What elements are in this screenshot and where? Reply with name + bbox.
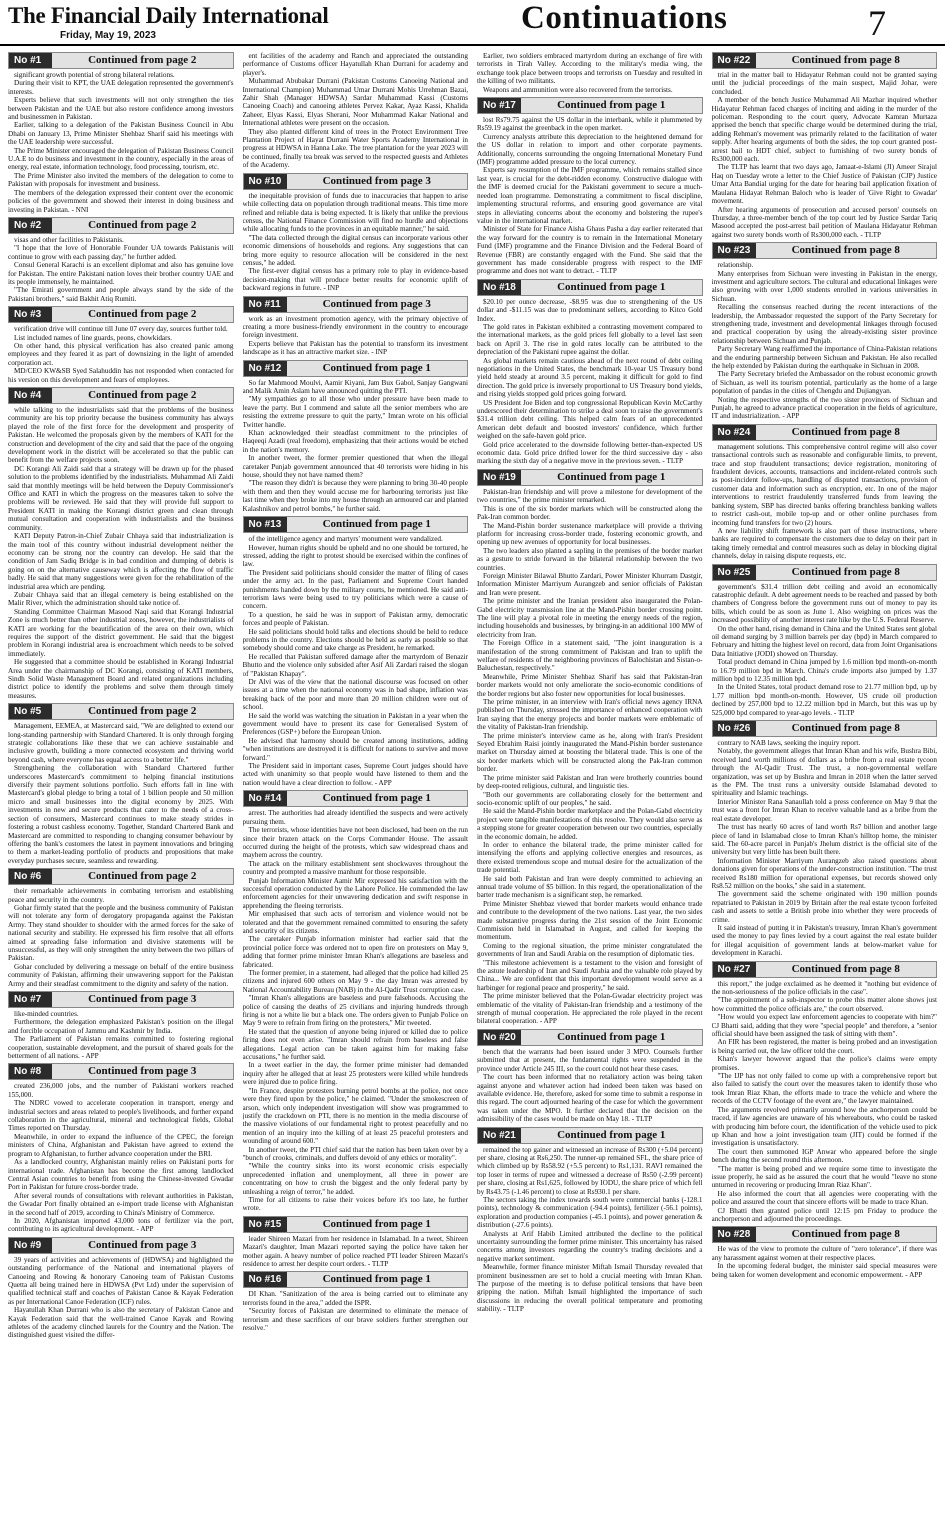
story-header — [8, 868, 234, 885]
story-number: No #9 — [9, 1238, 52, 1253]
story-paragraph: After hearing arguments of prosecution and accused person' counsels on Thursday, a three-member bench of the top court led by Justice Sardar Tariq Masood accepted the post-arrest bail petition of Maulana Hidayatur Rehman against two surety bonds worth of Rs300,000 each. - TLTP — [711, 205, 937, 239]
story-number: No #13 — [244, 517, 287, 532]
story-block — [477, 1127, 703, 1314]
story-number: No #16 — [244, 1272, 287, 1287]
story-paragraph: The two leaders also planted a sapling in the premises of the border market as a gesture to stride forward in the bilateral relationship between the two countries. — [477, 546, 703, 572]
story-paragraph: "The reason they didn't is because they were planning to bring 30-40 people with them and then they would accuse me for harbouring terrorists just like last time when they broke into my house through an armoured car and planted Kalashnikov and petrol bombs," he further said. — [242, 479, 468, 513]
story-paragraph: "The Emirati government and people always stand by the side of the Pakistani brothers," said Bakhit Atiq Rumiti. — [8, 286, 234, 303]
continued-label: Continued from page 8 — [791, 425, 900, 438]
story-block — [477, 97, 703, 276]
story-paragraph: like-minded countries. — [14, 1010, 79, 1018]
story-paragraph: leader Shireen Mazari from her residence in Islamabad. In a tweet, Shireen Mazari's daughter, Iman Mazari reported saying the police have taken her mother again. A heavy number of police reached PTI leader Shireen Mazari's residence to arrest her despite court orders. - TLTP — [242, 1234, 468, 1268]
story-paragraph: bench that the warrants had been issued under 3 MPO. Counsels further submitted that at present, the fundamental rights were suspended in the province under Article 245 III, so the court could not hear these cases. — [477, 1047, 703, 1073]
story-paragraph: Party Secretary Wang reaffirmed the importance of China-Pakistan relations and the enduring partnership between Sichuan and Pakistan. He also recalled the help extended by Pakistan during the earthquake in Sichuan in 2008. — [711, 345, 937, 370]
story-block — [477, 52, 703, 94]
story-number: No #8 — [9, 1064, 52, 1079]
continued-label: Continued from page 1 — [322, 792, 431, 805]
story-paragraph: The prime minister believed that the Polan-Gwadar electricity project was emblematic of the vitality of Pakistan-Iran friendship and a testimony of the strength of mutual cooperation. He appreciated the role played in the recent bilateral cooperation. - APP — [477, 992, 703, 1026]
story-paragraph: He said politicians should hold talks and elections should be held to reduce problems in the country. Elections should be held as early as possible so that somebody should come and take charge as President, he remarked. — [242, 627, 468, 653]
story-paragraph: The sectors taking the index towards south were commercial banks (-128.1 points), technology & communication (-94.4 points), fertilizer (-56.1 points), exploration and production companies (-45.1 points), and power generation & distribution (-27.6 points). — [477, 1195, 703, 1230]
story-paragraph: DC Korangi Ali Zaidi said that a strategy will be drawn up for the phased solution to the problems identified by the industrialists. Muhammad Ali Zaidi said that monthly meetings will be held between the Deputy Commissioner's Office and KATI in which the progress on the measures taken to solve the problems will be reviewed. He said that they will provide full support to President KATI in making the Korangi district green and clean through mutual consultation and cooperation with industrialists and the business community. — [8, 464, 234, 532]
story-header — [477, 469, 703, 486]
story-block — [243, 1271, 469, 1332]
story-paragraph: The Prime Minister encouraged the delegation of Pakistan Business Council U.A.E to do business and investment in the country, especially in the areas of energy, real estate, information technology, food processing, tourism, etc. — [8, 146, 234, 172]
story-paragraph: The President said politicians should consider the matter of filing of cases under the army act. In the past, Parliament and Supreme Court handed punishments handed down by the military courts, he mentioned. He said anti-terrorism laws were being used to try politicians which were a cause of concern. — [242, 568, 468, 611]
story-paragraph: To a question, he said he was in support of Pakistan army, democratic forces and people of Pakistan. — [242, 610, 468, 628]
story-paragraph: Dr Alvi was of the view that the national discourse was focused on other issues at a time when the national economy was in bad shape, inflation was breaking back of the poor and more than 20 million children were out of school. — [242, 678, 468, 712]
continued-label: Continued from page 1 — [557, 1128, 666, 1141]
story-paragraph: In the upcoming federal budget, the minister said special measures were being taken for women development and economic empowerment. - APP — [711, 1262, 937, 1279]
story-paragraph: DI Khan. "Sanitization of the area is being carried out to eliminate any terrorists found in the area," added the ISPR. — [242, 1290, 468, 1307]
continued-label: Continued from page 3 — [322, 297, 431, 310]
story-paragraph: An FIR has been registered, the matter is being probed and an investigation is being carried out, the law officer told the court. — [711, 1038, 937, 1055]
story-header — [712, 961, 938, 978]
story-paragraph: The NDRC vowed to accelerate cooperation in transport, energy and industrial sectors and areas related to people's livelihoods, and further expand collaboration in the agricultural, mineral and technological fields, Global Times reported on Thursday. — [8, 1099, 234, 1133]
story-paragraph: "My sympathies go to all those who under pressure have been made to leave the party. But I commend and salute all the senior members who are resisting the extreme pressure to quit the party," Imran wrote on his official Twitter handle. — [242, 395, 468, 429]
story-paragraph: He advised that harmony should be created among institutions, adding "when institutions are destroyed it is difficult for nations to survive and move forward." — [242, 736, 468, 762]
story-paragraph: Currency analysts attribute this depreciation to the heightened demand for the US dollar in relation to import and other corporate payments. Additionally, concerns surrounding the ongoing International Monetary Fund (IMF) programme added pressure to the local currency. — [477, 132, 703, 167]
story-paragraph: Experts say resumption of the IMF programme, which remains stalled since last year, is crucial for the debt-ridden economy. Constructive dialogue with the IMF is deemed crucial for the Pakistani government to secure a much-needed loan programme. Demonstrating a commitment to fiscal discipline, implementing structural reforms, and ensuring good governance are vital steps in alleviating concerns about the economy and bolstering the rupee's value in the international market. — [477, 166, 703, 225]
story-paragraph: Zubair Chhaya said that an illegal cemetery is being established on the Malir River, which the administration should take notice of. — [8, 590, 234, 608]
story-paragraph: Consul General Karachi is an excellent diplomat and also has genuine love for Pakistan. The entire Pakistani nation loves their brother country UAE and its people immensely, he maintained. — [8, 261, 234, 286]
continued-label: Continued from page 2 — [88, 705, 197, 718]
story-paragraph: Furthermore, the delegation emphasized Pakistan's position on the illegal and forcible occupation of Jammu and Kashmir by India. — [8, 1018, 234, 1035]
story-number: No #28 — [713, 1227, 756, 1242]
story-paragraph: "How would you expect law enforcement agencies to cooperate with him?" CJ Bhatti said, adding that they were "special people" and therefore, a "senior official should have been assigned the task of sitting with them". — [711, 1013, 937, 1039]
story-header — [8, 217, 234, 234]
story-block — [712, 564, 938, 718]
story-paragraph: 39 years of activities and achievements of (HDWSA) and highlighted the outstanding performance of the National and international players of Canoeing and Rowing & honorary Canoeing team of Pakistan Customs Quetta all being trained here in HDWSA (Pvt Ltd) under the supervision of qualified technical staff and coaches of Pakistan Canoe & Kayak Federation as per International Canoe Federation (ICF) rules. — [8, 1255, 234, 1306]
story-number: No #24 — [713, 425, 756, 440]
story-paragraph: Earlier, talking to a delegation of the Pakistan Business Council in Abu Dhabi on January 13, Prime Minister Shehbaz Sharif said his meetings with the UAE leadership were successful. — [8, 121, 234, 147]
story-number: No #3 — [9, 307, 52, 322]
publication-date: Friday, May 19, 2023 — [60, 30, 156, 41]
story-number: No #11 — [244, 297, 287, 312]
story-paragraph: Pakistan-Iran friendship and will prove a milestone for development of the two countries," the prime minister remarked. — [477, 487, 703, 505]
story-paragraph: US President Joe Biden and top congressional Republican Kevin McCarthy underscored their determination to strike a deal soon to raise the government's $31.4 trillion debt ceiling. This helped calm fears of an unprecedented American debt default and boosted investors' confidence, which further weighed on the safe-haven gold price. — [477, 398, 703, 441]
story-paragraph: ent facilities of the academy and Ranch and appreciated the outstanding performance of Customs officer Hayatullah Khan Durrani for academy and player's. — [242, 52, 468, 77]
story-number: No #27 — [713, 962, 756, 977]
story-paragraph: The prime minister's interview came as he, along with Iran's President Seyed Ebrahim Raisi jointly inaugurated the Mand-Pishin border sustenance market on Thursday aimed at boosting the bilateral trade. This is one of the six border markets which will be constructed along the Pak-Iran common border. — [477, 731, 703, 774]
story-paragraph: their remarkable achievements in combating terrorism and establishing peace and security in the country. — [8, 887, 234, 904]
story-paragraph: The attack on the military establishment sent shockwaves throughout the country and prompted a massive manhunt for those responsible. — [242, 859, 468, 877]
story-paragraph: Analysts at Arif Habib Limited attributed the decline to the political uncertainty surrounding the former prime minister. This uncertainty has raised concerns among investors regarding the country's trading decisions and a negative market sentiment. — [477, 1229, 703, 1263]
continued-label: Continued from page 1 — [557, 280, 666, 293]
column-1 — [8, 52, 234, 1528]
story-header — [243, 296, 469, 313]
story-paragraph: "I hope that the love of Honorable Founder UA towards Pakistanis will continue to grow with each passing day," he further added. — [8, 244, 234, 261]
story-block — [477, 279, 703, 466]
story-paragraph: MD/CEO KW&SB Syed Salahuddin has not responded when contacted for his version on this development and fears of employees. — [8, 367, 234, 384]
story-paragraph: visas and other facilities to Pakistanis. — [14, 235, 124, 244]
story-paragraph: Interior Minister Rana Sanaullah told a press conference on May 9 that the trust was a front for Imran Khan to receive valuable land as a bribe from the real estate developer. — [711, 797, 937, 823]
story-paragraph: of the intelligence agency and martyrs' monument were vandalized. — [248, 535, 443, 544]
story-paragraph: Meanwhile, Prime Minister Shehbaz Sharif has said that Pakistan-Iran border markets would not only ameliorate the socio-economic conditions of the border regions but also foster new opportunities for local businesses. — [477, 672, 703, 698]
continued-label: Continued from page 1 — [557, 99, 666, 112]
story-paragraph: "While the country sinks into its worst economic crisis especially unprecedented inflation and unemployment, all three in power are concentrating on how to crush the biggest and the only federal party by unleashing a reign of terror," he added. — [242, 1162, 468, 1196]
story-header — [712, 720, 938, 737]
continued-label: Continued from page 8 — [791, 962, 900, 975]
story-paragraph: verification drive will continue till June 07 every day, sources further told. — [14, 325, 228, 334]
continued-label: Continued from page 1 — [322, 1273, 431, 1286]
story-paragraph: The prime minister, in an interview with Iran's official news agency IRNA published on Thursday, stressed the importance of enhanced cooperation with Iran saying that the energy projects and border markets were emblematic of the vitality of Pakistan-Iran friendship. — [477, 698, 703, 732]
story-paragraph: lost Rs79.75 against the US dollar in the interbank, while it plummeted by Rs59.19 against the greenback in the open market. — [477, 116, 703, 133]
story-paragraph: The TLTP has learnt that two days ago, Jamaat-e-Islami (JI) Ameer Sirajul Haq on Tuesday wrote a letter to the Chief Justice of Pakistan (CJP) Justice Umar Atta Bandial urging for the date for hearing bail application fixation of Maulana Hidayat Rehman Baloch who is leader of 'Give Right to Gwadar' movement. — [711, 163, 937, 206]
story-paragraph: The government said the scheme originated with 190 million pounds repatriated to Pakistan in 2019 by Britain after the real estate tycoon forfeited cash and assets to settle a British probe into whether they were proceeds of crime. — [711, 890, 937, 924]
story-number: No #12 — [244, 361, 287, 376]
story-paragraph: In another tweet, the PTI chief said that the nation has been taken over by a "bunch of crooks, criminals, and duffers devoid of any ethics or morality". — [242, 1145, 468, 1162]
story-paragraph: contrary to NAB laws, seeking the inquiry report. — [717, 739, 861, 748]
continued-label: Continued from page 3 — [88, 1065, 197, 1078]
story-header — [8, 1063, 234, 1080]
story-block — [8, 217, 234, 303]
story-paragraph: Weapons and ammunition were also recovered from the terrorists. — [483, 85, 673, 94]
story-paragraph: government's $31.4 trillion debt ceiling and avoid an economically catastrophic default. A debt agreement needs to be reached and passed by both chambers of Congress before the government runs out of money to pay its bills, which could be as soon as June 1. Also weighing on prices was the increased possibility of another interest rate hike by the U.S. Federal Reserve. — [711, 582, 937, 625]
story-paragraph: Meanwhile, former finance minister Miftah Ismail Thursday revealed that prominent businessmen are set to hold a crucial meeting with Imran Khan. The purpose of the meeting is to defuse political tensions that have been gripping the nation. Miftah Ismail highlighted the importance of such discussions in reducing the overall political temperature and promoting stability. - TLTP — [477, 1263, 703, 1314]
story-paragraph: Recalling the consensus reached during the recent interactions of the leadership, the Ambassador requested the support of the Party Secretary for strengthening trade, investment and developmental linkages through focused and practical cooperation by using the already-existing sister province relationship between Sichuan and Punjab. — [711, 303, 937, 345]
story-paragraph: Earlier, two soldiers embraced martyrdom during an exchange of fire with terrorists in Tirah Valley. According to the military's media wing, the exchange took place between troops and terrorists on Tuesday and resulted in the killing of two militants. — [477, 52, 703, 86]
story-paragraph: Total product demand in China jumped by 1.6 million bpd month-on-month to 16.79 million bpd in March. China's crude imports also jumped by 1.37 million bpd to 12.35 million bpd. — [711, 658, 937, 683]
story-paragraph: Gohar firmly stated that the people and the business community of Pakistan will not tolerate any form of derogatory propaganda against the Pakistan Army. They stand shoulder to shoulder with the armed forces for the sake of national security and stability. He expressed his firm resolve that all efforts aimed at spreading false information and divisive statements will be unsuccessful, as they will only strengthen the unity between the two pillars of Pakistan. — [8, 903, 234, 963]
story-paragraph: Noting the respective strengths of the two sister provinces of Sichuan and Punjab, he agreed to advance practical cooperation in the fields of agriculture, IT and industrialization. - APP — [711, 395, 937, 421]
story-block — [243, 790, 469, 1213]
continued-label: Continued from page 3 — [88, 1238, 197, 1251]
story-paragraph: They also planted different kind of trees in the Protect Environment Tree Plantation Project of Hayat Durrani Water Sports Academy International in progress at HDWSA in Hanna Lake. The tree plantation for the year 2023 will be continued, finally tea break was served to the respected guests and Athletes of the Academy. — [242, 127, 468, 170]
story-paragraph: created 236,000 jobs, and the number of Pakistani workers reached 155,000. — [8, 1082, 234, 1099]
continued-label: Continued from page 2 — [88, 389, 197, 401]
continued-label: Continued from page 8 — [791, 244, 900, 257]
story-paragraph: As a landlocked country, Afghanistan mainly relies on Pakistani ports for international trade. Afghanistan has become the first among landlocked Central Asian countries to benefit from using the Chinese-invested Gwadar Port in Pakistan for future cross-border trade. — [8, 1158, 234, 1192]
story-header — [8, 387, 234, 404]
story-paragraph: Management, EEMEA, at Mastercard said, "We are delighted to extend our long-standing partnership with Standard Chartered. It is only through forging strategic collaborations like these that we can achieve sustainable and inclusive growth, building a more connected ecosystem and thriving world beyond cash, where everyone has equal access to a better life." — [8, 722, 234, 764]
continued-label: Continued from page 2 — [88, 308, 197, 321]
story-paragraph: "Both our governments are collaborating closely for the betterment and socio-economic uplift of our peoples," he said. — [477, 790, 703, 807]
story-header — [712, 1226, 938, 1243]
story-paragraph: The gold rates in Pakistan exhibited a contrasting movement compared to the international markets, as the gold prices fell globally to a level last seen back on April 3. The rise in gold rates locally can be attributed to the depreciation of the Pakistani rupee against the dollar. — [477, 322, 703, 357]
publication-title: The Financial Daily International — [8, 3, 329, 28]
story-header — [712, 52, 938, 69]
story-paragraph: Experts believe that Pakistan has the potential to transform its investment landscape as it has an attractive market size. - INP — [242, 339, 468, 357]
story-paragraph: CJ Bhatti then granted police until 12:15 pm Friday to produce the anchorperson and adjourned the proceedings. — [711, 1206, 937, 1223]
story-block — [712, 52, 938, 239]
story-paragraph: The first-ever digital census has a primary role to play in evidence-based decision-making that will produce better results for economic uplift of backward regions in future. - INP — [242, 267, 468, 293]
continued-label: Continued from page 1 — [322, 1217, 431, 1230]
story-block — [243, 360, 469, 514]
page-number: 7 — [868, 3, 886, 43]
story-block — [477, 1029, 703, 1124]
story-paragraph: Experts believe that such investments will not only strengthen the ties between Pakistan and the UAE but also restore confidence among investors and businessmen in Pakistan. — [8, 96, 234, 122]
story-header — [243, 790, 469, 807]
story-paragraph: As global markets remain cautious ahead of the next round of debt ceiling negotiations in the United States, the benchmark 10-year US Treasury bond yield held steady at around 3.5 percent, making it difficult for gold to find direction. The gold price is inversely proportional to US Treasury bond yields, and rising yields stopped gold prices going forward. — [477, 356, 703, 399]
columns — [8, 52, 937, 1528]
continued-label: Continued from page 2 — [88, 218, 197, 231]
story-block — [243, 173, 469, 293]
story-block — [477, 469, 703, 1026]
story-number: No #7 — [9, 992, 52, 1007]
story-paragraph: He also informed the court that all agencies were cooperating with the police and assured the court that sincere efforts will be made to trace Khan. — [711, 1189, 937, 1207]
story-number: No #19 — [478, 470, 521, 485]
story-header — [8, 1237, 234, 1254]
story-paragraph: "In France, despite protesters burning petrol bombs at the police, not once were they fired upon by the police," he claimed. "Under the smokescreen of arson, which only independent investigation will show was programmed to justify the crackdown on PTI, there is no mention in the media discourse of the massive violations of our fundamental right to protest peacefully and no mention of an inquiry into the killing of at least 25 peaceful protesters and wounding of around 600." — [242, 1086, 468, 1146]
continued-label: Continued from page 2 — [88, 54, 197, 66]
continued-label: Continued from page 8 — [791, 1228, 900, 1241]
story-paragraph: The court has been informed that no retaliatory action was being taken against anyone and whatever action had indeed been taken was based on available evidence. He, therefore, asked for some time to submit a response in this regard. The court adjourned hearing of the case for which the government was taken under the MPO. It further declared that the decision on the admissibility of the cases would be made on May 18. - TLTP — [477, 1073, 703, 1124]
story-header — [8, 703, 234, 720]
story-paragraph: Many enterprises from Sichuan were investing in Pakistan in the energy, investment and agriculture sectors. The cultural and educational linkages were also growing with over 1,000 students enrolled in various universities in Sichuan. — [711, 269, 937, 303]
story-paragraph: "The IJP has not only failed to come up with a comprehensive report but also failed to satisfy the court over the measures taken to identify those who took Imran Riaz Khan, the efforts made to trace the vehicle and where the records of the CCTV footage of the event are," the lawyer maintained. — [711, 1072, 937, 1106]
story-header — [8, 306, 234, 323]
story-paragraph: The prime minister said Pakistan and Iran were brotherly countries bound by deep-rooted religious, cultural, and linguistic ties. — [477, 773, 703, 791]
story-header — [8, 991, 234, 1008]
continued-label: Continued from page 8 — [791, 54, 900, 66]
continued-label: Continued from page 3 — [88, 993, 197, 1005]
story-number: No #18 — [478, 280, 521, 295]
story-paragraph: KATI Deputy Patron-in-Chief Zubair Chhaya said that industrialization is the main tool of this country without industrial development neither the economy can be strong nor the country can develop. He said that the condition of Jam Sadiq Bridge is in bad condition and dumping of debris is going on on the alternative causeway which is affecting the flow of traffic badly. He said that many suggestions were given for the rehabilitation of the industrial area which are pending. — [8, 532, 234, 591]
story-number: No #17 — [478, 98, 521, 113]
story-header — [8, 52, 234, 69]
story-number: No #6 — [9, 869, 52, 884]
story-paragraph: "Imran Khan's allegations are baseless and pure falsehoods. Accusing the police of causing the deaths of 25 civilians and injuring hundreds through firing is not a white lie but a black one. The orders given to Punjab Police on May 9 were to refrain from firing on the protesters," Mir tweeted. — [242, 994, 468, 1028]
story-paragraph: After several rounds of consultations with relevant authorities in Pakistan, the Gwadar Port finally obtained an e-import trade license with Afghanistan in the second half of 2019, according to China's Ministry of Commerce. — [8, 1191, 234, 1217]
story-paragraph: Foreign Minister Bilawal Bhutto Zardari, Power Minister Khurram Dastgir, Information Minister Marriyum Aurangzeb and senior officials of Pakistan and Iran were present. — [477, 571, 703, 597]
story-number: No #21 — [478, 1128, 521, 1143]
story-paragraph: the inequitable provision of funds due to inaccuracies that happen to arise while collecting data on population through traditional means. This time more refined and reliable data is being expected. It is likely that unlike the previous census, the National Finance Commission will find no hurdle and objections while allocating funds to the provinces in an equitable manner," he said. — [242, 191, 468, 234]
story-paragraph: The court then summoned IGP Anwar who appeared before the single bench during the second round this afternoon. — [711, 1147, 937, 1165]
story-paragraph: On other hand, this physical verification has also created panic among employees and they feared it as part of downsizing in the light of amended corporation act. — [8, 341, 234, 367]
story-paragraph: this report," the judge exclaimed as he deemed it "nothing but evidence of the non-seriousness of the police officials in the case". — [711, 979, 937, 996]
story-block — [243, 516, 469, 787]
story-paragraph: This is one of the six border markets which will be constructed along the Pak-Iran common border. — [477, 504, 703, 522]
story-paragraph: He said both Pakistan and Iran were deeply committed to achieving an annual trade volume of $5 billion. In this regard, the operationalization of the barter trade mechanism is a significant step, he remarked. — [477, 874, 703, 900]
story-block — [243, 1216, 469, 1269]
story-paragraph: The Prime Minister also invited the members of the delegation to come to Pakistan with proposals for investment and business. — [8, 171, 234, 189]
story-paragraph: In another tweet, the former premier questioned that when the illegal caretaker Punjab government announced that 40 terrorists were hiding in his house, should they not have named them? — [242, 454, 468, 480]
story-paragraph: A new liability shift framework is also part of these instructions, where banks are required to compensate the customers due to delay on their part in taking timely remedial and control measures such as delay in blocking digital channels, delay in raising dispute requests, etc. — [711, 526, 937, 561]
story-paragraph: $20.10 per ounce decrease, -$8.95 was due to strengthening of the US dollar and -$11.15 was due to predominant sellers, according to Kitco Gold Index. — [477, 297, 703, 323]
story-paragraph: "The data collected through the digital census can incorporate various other economic dimensions of households and regions. Any suggestions that can bring more equity to resource allocation will be considered in the next census," he added. — [242, 233, 468, 267]
story-block — [712, 1226, 938, 1279]
story-paragraph: Minister of State for Finance Aisha Ghaus Pasha a day earlier reiterated that the way forward for the country is to remain in the International Monetary Fund (IMF) programme and the Finance Division and the Federal Board of Revenue (FBR) are constantly engaged with the Fund. She said that the government has made considerable progress with respect to the IMF programme and does not want to detract. - TLTP — [477, 225, 703, 276]
story-paragraph: work as an investment promotion agency, with the primary objective of creating a more business-friendly environment in the country to encourage foreign investment. — [242, 314, 468, 340]
story-paragraph: Khan acknowledged their steadfast commitment to the principles of Haqeeqi Azadi (real freedom), emphasizing that their actions would be etched in the nation's memory. — [242, 429, 468, 454]
continued-label: Continued from page 1 — [557, 1030, 666, 1043]
story-paragraph: Prime Minister Shehbaz viewed that border markets would enhance trade and contribute to the development of the two nations. Last year, the two sides made substantive progress during the 21st session of the Joint Economic Commission held in Islamabad in August, and called for keeping the momentum. — [477, 899, 703, 942]
story-paragraph: Khan's lawyer however argued that the police's claims were empty promises. — [711, 1055, 937, 1072]
story-paragraph: It said instead of putting it in Pakistan's treasury, Imran Khan's government used the money to pay fines levied by a court against the real estate builder for illegal acquisition of government lands at below-market value for development in Karachi. — [711, 923, 937, 958]
story-paragraph: So far Mahmood Moulvi, Aamir Kiyani, Jam Bux Gabol, Sanjay Gangwani and Malik Amin Aslam have announced quitting the PTI. — [242, 378, 468, 395]
story-number: No #10 — [244, 174, 287, 189]
story-paragraph: He suggested that a committee should be established in Korangi Industrial Area under the chairmanship of DC Korangi, consisting of KATI members, Sindh Solid Waste Management Board and related organizations including district police to identify the problems and solve them through timely measures. — [8, 658, 234, 700]
continued-label: Continued from page 3 — [322, 174, 431, 187]
story-header — [712, 242, 938, 259]
story-number: No #1 — [9, 53, 52, 68]
story-header — [477, 1127, 703, 1144]
continued-label: Continued from page 2 — [88, 870, 197, 883]
story-paragraph: "This milestone achievement is a testament to the vision and foresight of the astute leadership of Iran and Saudi Arabia and the valuable role played by China... We are confident that this important development would serve as a harbinger for regional peace and prosperity," he said. — [477, 958, 703, 992]
story-paragraph: During their visit to KPT, the UAE delegation represented the government's interests. — [8, 79, 234, 96]
story-paragraph: The Foreign Office in a statement said, "The joint inauguration is a manifestation of the strong commitment of Pakistan and Iran to uplift the welfare of residents of the neighboring provinces of Balochistan and Sistan-o-Baluchestan, respectively." — [477, 639, 703, 673]
story-header — [477, 1029, 703, 1046]
continued-label: Continued from page 1 — [557, 470, 666, 483]
story-header — [477, 279, 703, 296]
story-block — [712, 961, 938, 1224]
story-paragraph: The arguments revolved primarily around how the anchorperson could be traced, if law agencies are unaware of his whereabouts, who could be tasked with producing him before court, the identification of the vehicle used to pick up Khan and how a joint investigation team (JIT) could be formed if the investigation is unsatisfactory. — [711, 1105, 937, 1148]
column-2 — [243, 52, 469, 1528]
story-block — [8, 703, 234, 865]
story-header — [712, 564, 938, 581]
story-paragraph: In order to enhance the bilateral trade, the prime minister called for intensifying the efforts and applying collective energies and resources, as there existed tremendous scope and mutual desire for the actualization of the trade potential. — [477, 840, 703, 875]
story-paragraph: relationship. — [717, 261, 754, 270]
story-paragraph: Gold price accelerated to the downside following better-than-expected US economic data. Gold price drifted lower for the third successive day - also marking the sixth day of a negative move in the previous seven. - TLTP — [477, 440, 703, 466]
story-paragraph: Hayatullah Khan Durrani who is also the secretary of Pakistan Canoe and Kayak Federation said that the well-trained Canoe Kayak and Rowing athletes of the academy clinched laurels for the Country and the Nation. The distinguished guest visited the differ- — [8, 1306, 234, 1340]
story-paragraph: List included names of line guards, peons, chowkidars. — [14, 333, 173, 342]
story-header — [712, 424, 938, 441]
story-paragraph: The Parliament of Pakistan remains committed to fostering regional cooperation, sustainable development, and the pursuit of shared goals for the betterment of all nations. - APP — [8, 1035, 234, 1061]
story-paragraph: management solutions. This comprehensive control regime will also cover transactional controls such as reasonable and configurable limits, to prevent, trace and stop fraudulent transactions; device registration, monitoring of fraudulent devices, accounts, transactions and incident-related controls such as post-incident follow-ups, handling of disputed transactions, provision of customer data and information such as encryption, etc. In one of the major interventions to restrict fraudulently transferred funds from leaving the banking system, SBP has directed banks offering branchless banking wallets to restrict cash-out, mobile top-up and or other online purchases from incoming fund transfers for two (2) hours. — [711, 442, 937, 527]
story-block — [8, 306, 234, 384]
story-block — [712, 242, 938, 421]
story-paragraph: The President said in important cases, Supreme Court judges should have acted with unanimity so that people would have listened to them and the nation would have a clear direction to follow. - APP — [242, 762, 468, 787]
story-number: No #25 — [713, 565, 756, 580]
story-number: No #5 — [9, 704, 52, 719]
story-block — [8, 991, 234, 1060]
story-block — [712, 424, 938, 561]
story-paragraph: He said the world was watching the situation in Pakistan in a year when the government would have to present its case for Generalised System of Preferences (GSP+) before the European Union. — [242, 711, 468, 737]
story-block — [8, 1063, 234, 1233]
story-paragraph: On the other hand, rising demand in China and the United States sent global oil demand surging by 3 million barrels per day (bpd) in March compared to February and hitting the highest level on record, data from Joint Organisations Data Initiative (JODI) showed on Thursday. — [711, 624, 937, 658]
story-paragraph: trial in the matter bail to Hidayatur Rehman could not be granted saying until the judicial proceedings of the main suspect, Majid Johar, were concluded. — [711, 71, 937, 96]
story-paragraph: Strengthening the collaboration with Standard Chartered further underscores Mastercard's commitment to helping financial institutions diversify their payment solutions portfolio. Such efforts fall in line with Mastercard's global pledge to bring a total of 1 billion people and 50 million micro and small businesses into the digital economy by 2025. With investments in new and secure products that cater to the needs of a cross-section of consumers, Mastercard continues to make steady strides in fostering a robust cashless economy. Together, Standard Chartered Bank and Mastercard are committed to responding to changing consumer behaviour by offering the bank's customers the latest in payment innovations and bringing to them a market-leading portfolio of products and propositions that make everyday purchases secure, seamless and rewarding. — [8, 764, 234, 865]
story-paragraph: Information Minister Marriyum Aurangzeb also raised questions about donations given for operations of the under-construction institution. "The trust received Rs180 million for operational expenses, but records showed only Rs8.52 million on the books," she said in a statement. — [711, 856, 937, 890]
story-number: No #23 — [713, 243, 756, 258]
story-paragraph: In 2020, Afghanistan imported 43,000 tons of fertilizer via the port, contributing to its agricultural development. - APP — [8, 1216, 234, 1234]
story-header — [243, 1271, 469, 1288]
story-paragraph: "The matter is being probed and we require some time to investigate the issue properly, he said as he assured the court that he would "leave no stone unturned in recovering or producing Imran Riaz Khan". — [711, 1164, 937, 1190]
story-paragraph: He recalled that Pakistan suffered damage after the martyrdom of Benazir Bhutto and the violence only subsided after Asif Ali Zardari raised the slogan of "Pakistan Khapay". — [242, 652, 468, 678]
story-paragraph: The members of the delegation expressed their content over the economic policies of the government and showed their interest in doing business and investing in Pakistan. - NNI — [8, 188, 234, 214]
story-paragraph: The Mand-Pishin border sustenance marketplace will provide a thriving platform for increasing cross-border trade, fostering economic growth, and opening up new avenues of opportunity for local businesses. — [477, 521, 703, 547]
continued-label: Continued from page 1 — [322, 518, 431, 531]
continued-label: Continued from page 8 — [791, 565, 900, 578]
story-paragraph: The terrorists, whose identities have not been disclosed, had been on the run since their brazen attack on the Corps Commander House. The assault occurred during the height of the protests, which saw widespread chaos and mayhem across the country. — [242, 826, 468, 860]
story-paragraph: Gohar concluded by delivering a message on behalf of the entire business community of Pakistan, affirming their unwavering support for the Pakistan Army and their steadfast commitment to the dignity and safety of the nation. — [8, 962, 234, 988]
story-paragraph: A member of the bench Justice Muhammad Ali Mazhar inquired whether Hidayatur Rehman faced charges of inciting and aiding in the murder of the policeman. Responding to the court query, Advocate Kamran Murtaza apprised the bench that specific charge would be determined during the trial, adding Rehman's movement was primarily related to the facilitation of water supply. After hearing arguments of both the sides, the top court granted post-arrest bail to HDT chief, subject to furnishing of two surety bonds of Rs300,000 each. — [711, 96, 937, 164]
story-block — [8, 387, 234, 700]
story-block — [8, 868, 234, 988]
story-number: No #15 — [244, 1217, 287, 1232]
story-paragraph: arrest. The authorities had already identified the suspects and were actively pursuing them. — [242, 809, 468, 826]
story-paragraph: Time for all citizens to raise their voices before it's too late, he further wrote. — [242, 1195, 468, 1213]
story-block — [8, 1237, 234, 1340]
story-paragraph: In the United States, total product demand rose to 21.77 million bpd, up by 1.77 million bpd month-on-month. However, US crude oil production declined by 257,000 bpd to 12.22 million bpd in March, but this was up by 525,000 bpd compared to year-ago levels. - TLTP — [711, 683, 937, 717]
story-block — [8, 52, 234, 214]
story-paragraph: while talking to the industrialists said that the problems of the business community are his top priority because the business community has always played the role of the first force for the development and prosperity of Pakistan. He welcomed the proposals given by the members of KATI for the construction and development of the city and said that the pace of the ongoing development work in the district will be accelerated so that the public can benefit from the welfare projects soon. — [8, 406, 234, 465]
story-paragraph: The trust has nearly 60 acres of land worth Rs7 billion and another large piece of land in Islamabad close to Imran Khan's hilltop home, the minister said. The 60-acre parcel in Punjab's Jhelum district is the official site of the university but very little has been built there. — [711, 823, 937, 857]
story-number: No #20 — [478, 1030, 521, 1045]
story-header — [243, 516, 469, 533]
story-paragraph: "Security forces of Pakistan are determined to eliminate the menace of terrorism and these sacrifices of our brave soldiers further strengthen our resolve." — [242, 1307, 468, 1333]
story-paragraph: Muhammad Abubakar Durrani (Pakistan Customs Canoeing National and International Champion) Muhammad Umar Durrani Mohis Urrehman Bazai, Zahir Shah (Manager HDWSA) Sardar Muhammad Kassi (Customs Canoeing Coach) and canoeing athletes Pervez Kakar, Ayaz Kassi, Khalida Zaheer, Elyas Kassi, Elyas Sherani, Noor Muhammad Kakar National and International athletes were present on the occasion. — [242, 77, 468, 128]
story-header — [243, 360, 469, 377]
story-number: No #14 — [244, 791, 287, 806]
story-number: No #4 — [9, 388, 52, 403]
story-paragraph: The Party Secretary briefed the Ambassador on the robust economic growth of Sichuan, as well its tourism potential, particularly as the home of a large population of pandas in the cities of Chengdu and Dujiangyan. — [711, 370, 937, 396]
story-paragraph: "The appointment of a sub-inspector to probe this matter alone shows just how committed the police officials are," the court observed. — [711, 996, 937, 1013]
column-3 — [477, 52, 703, 1528]
story-number: No #22 — [713, 53, 756, 68]
masthead — [0, 0, 945, 46]
story-number: No #2 — [9, 218, 52, 233]
continued-label: Continued from page 1 — [322, 361, 431, 374]
story-header — [243, 173, 469, 190]
story-paragraph: significant growth potential of strong bilateral relations. — [14, 71, 175, 79]
story-block — [243, 52, 469, 170]
continued-label: Continued from page 8 — [791, 722, 900, 735]
column-4 — [712, 52, 938, 1528]
story-paragraph: He was of the view to promote the culture of "zero tolerance", if there was any harassment against women at their respective places. — [711, 1245, 937, 1262]
section-title: Continuations — [521, 0, 728, 36]
story-paragraph: He said the Mand-Pishin border marketplace and the Polan-Gabd electricity project were tangible manifestations of this resolve. They would also serve as a stepping stone for greater cooperation between our two countries, especially in the economic domain, he added. — [477, 807, 703, 841]
story-block — [243, 296, 469, 357]
story-paragraph: Punjab Information Minister Aamir Mir expressed his satisfaction with the successful operation conducted by the Lahore Police. He commended the law enforcement agencies for their unwavering dedication and swift response in apprehending the fleeing terrorists. — [242, 876, 468, 910]
story-paragraph: Notably, the government alleges that Imran Khan and his wife, Bushra Bibi, received land worth millions of dollars as a bribe from a real estate tycoon through the Al-Qadir Trust. The trust, a non-governmental welfare organization, was set up by Bushra and Imran in 2018 when the latter served as the PM. The trust runs a university outside Islamabad devoted to spirituality and Islamic teachings. — [711, 747, 937, 798]
story-block — [712, 720, 938, 958]
story-paragraph: However, human rights should be upheld and no one should be tortured, he stressed, adding the right to protest should be exercised within the confines of law. — [242, 543, 468, 569]
story-paragraph: Coming to the regional situation, the prime minister congratulated the governments of Iran and Saudi Arabia on the resumption of diplomatic ties. — [477, 941, 703, 959]
story-header — [243, 1216, 469, 1233]
story-paragraph: remained the top gainer and witnessed an increase of Rs300 (+5.04 percent) per share, closing at Rs6,250. The runner-up remained SFL, the share price of which climbed up by Rs58.92 (+5.5 percent) to Rs1,131. RAVI remained the top loser in terms of rupee and witnessed a decrease of Rs50 (-2.99 percent) per share, closing at Rs1,625, followed by IODU, the share price of which fell by Rs43.75 (-1.46 percent) to close at Rs930.1 per share. — [477, 1145, 703, 1196]
story-paragraph: He stated that the question of anyone being injured or killed due to police firing does not even arise. "Imran should refrain from baseless and false allegations. Legal action can be taken against him for making false accusations," he further said. — [242, 1027, 468, 1062]
story-paragraph: Standing Committee Chairman Masood Naqi said that Korangi Industrial Zone is much better than other industrial zones, however, the industrialists of KATI are working for the beautification of the area on their own, which requires the support of the district government. He said that the biggest problem in Korangi industrial area is encroachment which needs to be solved immediately. — [8, 607, 234, 658]
story-paragraph: The prime minister and the Iranian president also inaugurated the Polan-Gabd electricity transmission line at the Mand-Pishin border crossing point. The line will play a pivotal role in meeting the energy needs of the region, including households and businesses, by bringing-in an additional 100 MW of electricity from Iran. — [477, 597, 703, 639]
story-header — [477, 97, 703, 114]
story-number: No #26 — [713, 721, 756, 736]
story-paragraph: Mir emphasised that such acts of terrorism and violence would not be tolerated and that the government remained committed to ensuring the safety and security of its citizens. — [242, 910, 468, 935]
story-paragraph: In a tweet earlier in the day, the former prime minister had demanded inquiry after he alleged that at least 25 protesters were killed while hundreds were injured due to police firing. — [242, 1061, 468, 1087]
story-paragraph: Meanwhile, in order to expand the influence of the CPEC, the foreign ministers of China, Afghanistan and Pakistan have agreed to extend the program to Afghanistan, to further advance cooperation under the BRI. — [8, 1132, 234, 1158]
story-paragraph: The former premier, in a statement, had alleged that the police had killed 25 citizens and injured 600 others on May 9 - the day Imran was arrested by National Accountability Bureau (NAB) in the Al-Qadir Trust corruption case. — [242, 969, 468, 994]
story-paragraph: The caretaker Punjab information minister had earlier said that the provincial police force was ordered not to open fire on protesters on May 9, adding that former prime minister Imran Khan's allegations are baseless and fabricated. — [242, 935, 468, 969]
